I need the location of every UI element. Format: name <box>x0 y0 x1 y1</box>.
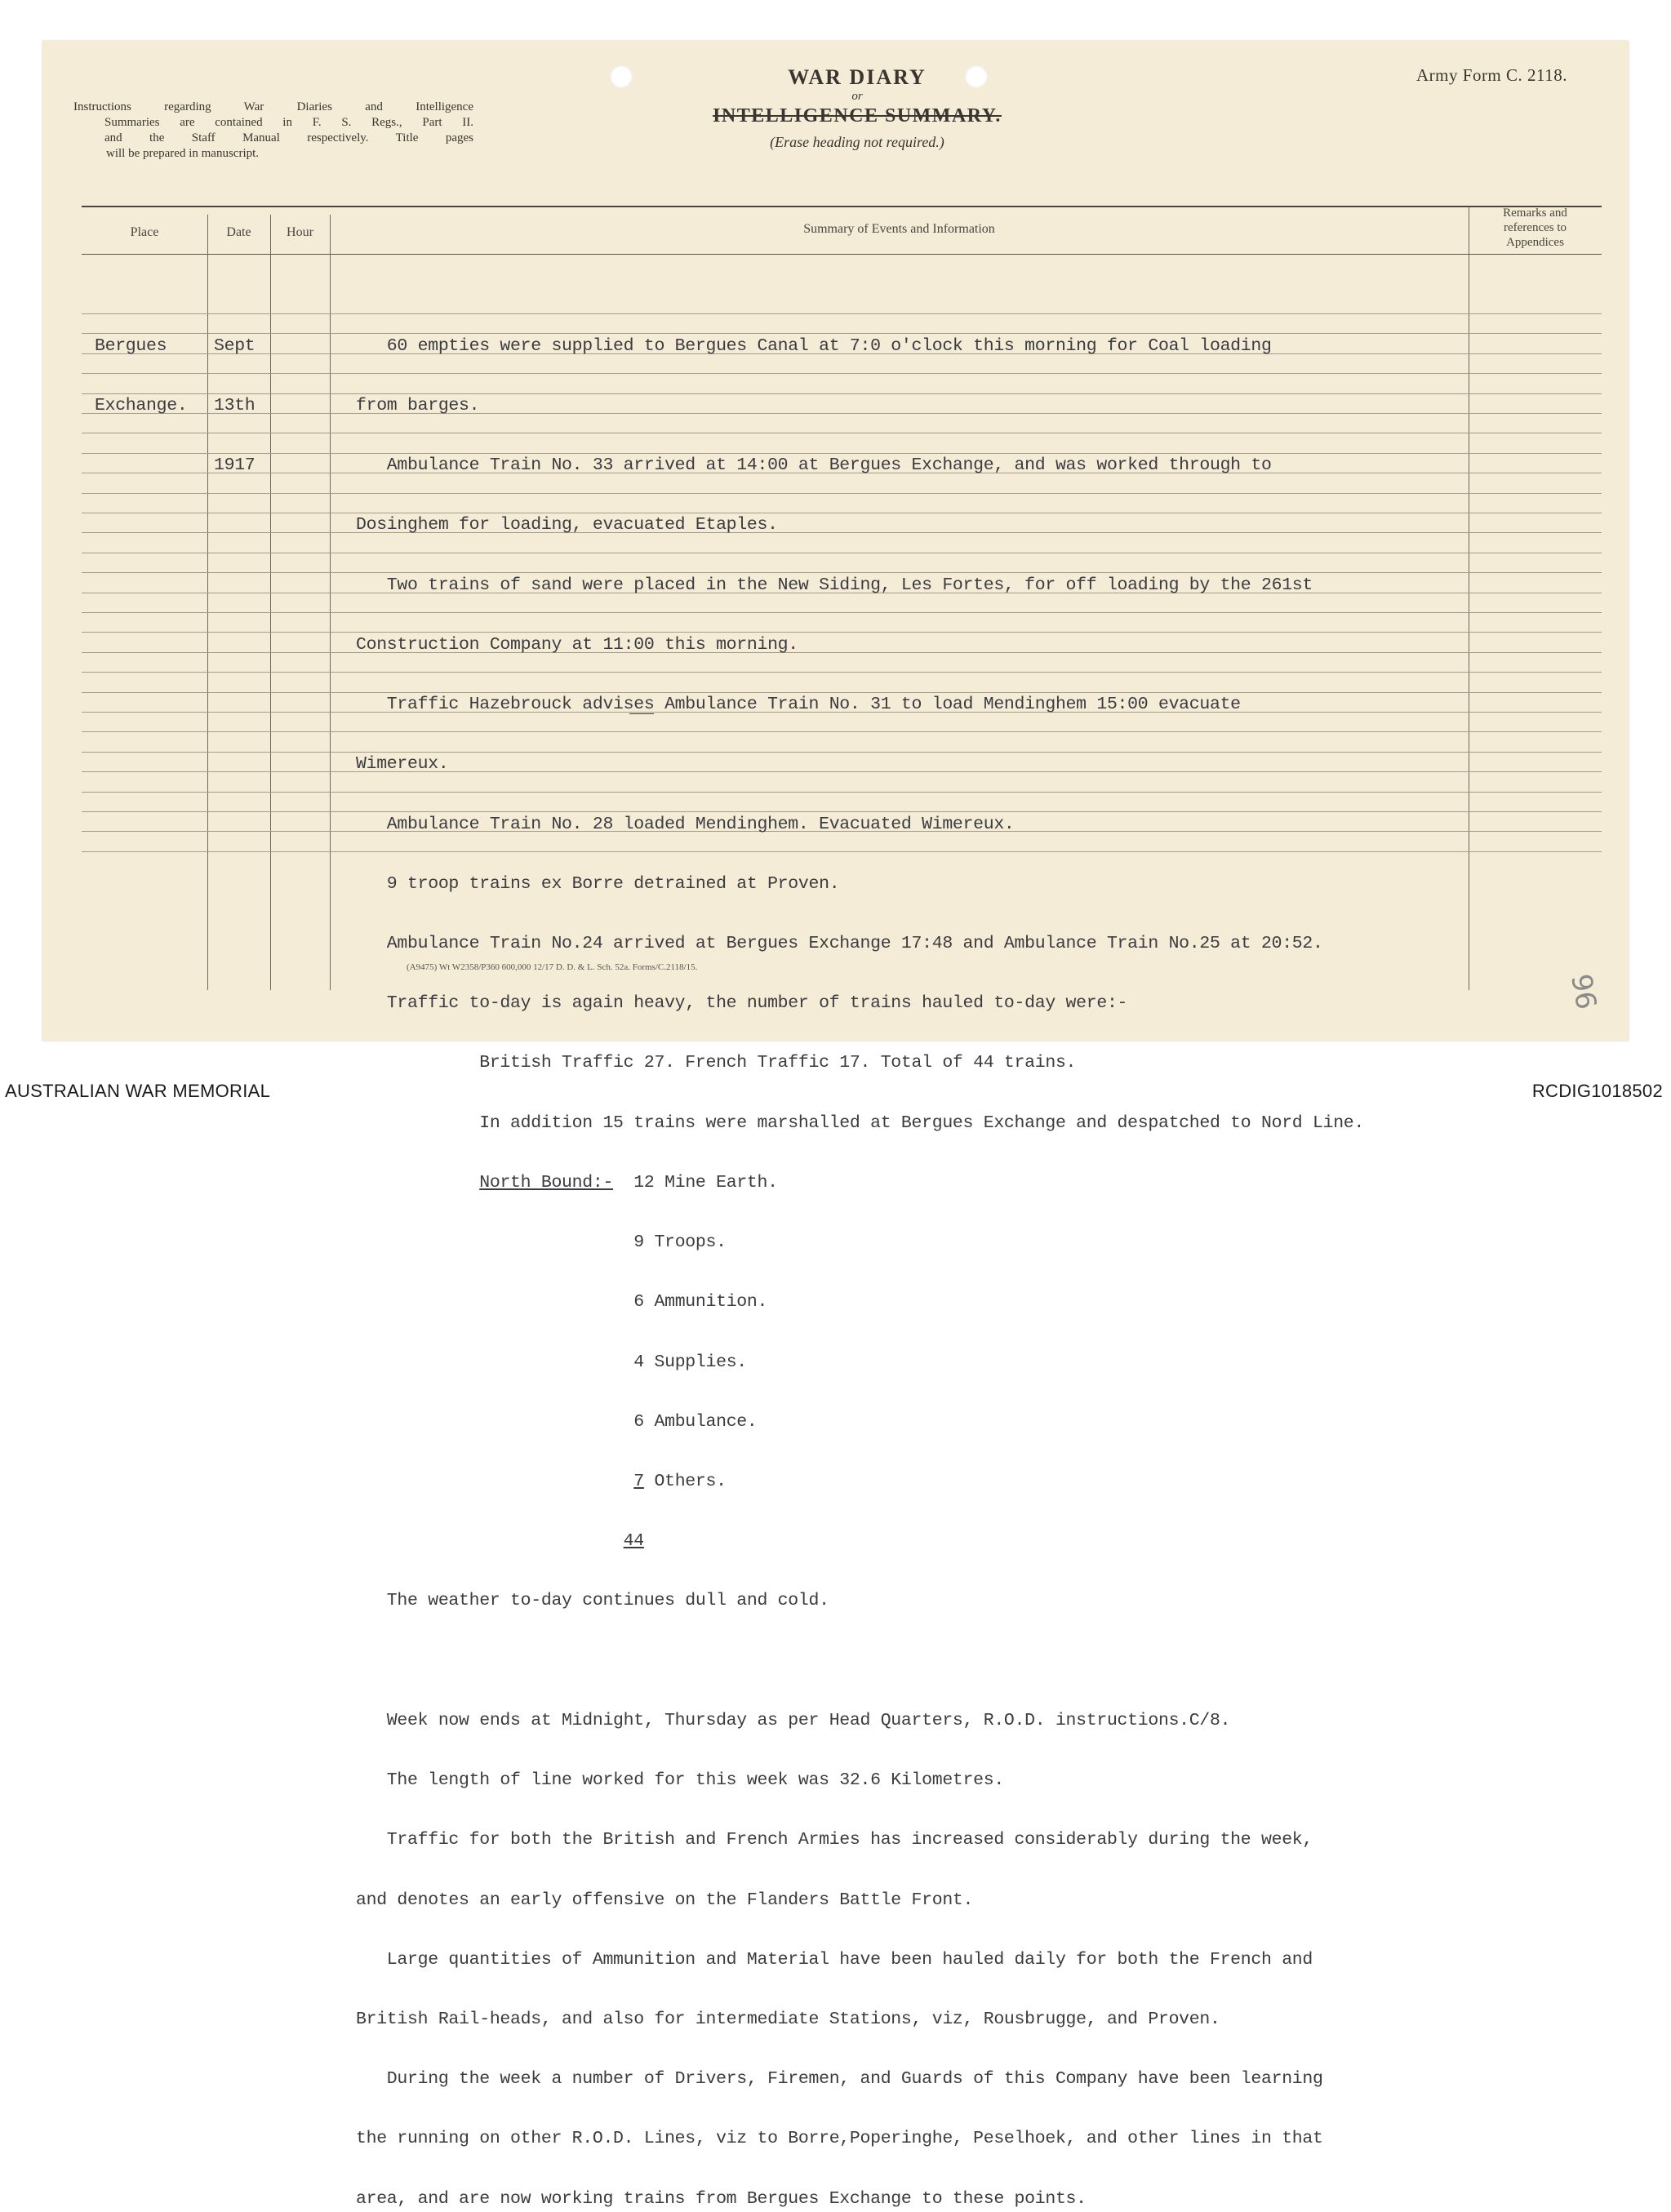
north-bound-type: Mine Earth. <box>664 1172 778 1193</box>
north-bound-row <box>356 1472 1364 1491</box>
summary-line: British Traffic 27. French Traffic 17. Total of 44 trains. <box>356 1053 1077 1073</box>
summary-line: Traffic to-day is again heavy, the number of trains hauled to-day were:- <box>356 993 1128 1014</box>
summary-line: the running on other R.O.D. Lines, viz to Borre,Poperinghe, Peselhoek, and other lines in that <box>356 2129 1323 2149</box>
north-bound-row <box>356 1412 1364 1432</box>
column-header-hour: Hour <box>287 225 313 239</box>
army-form-number: Army Form C. 2118. <box>1416 65 1567 85</box>
entry-date <box>214 296 255 495</box>
date-line: 13th <box>214 396 256 416</box>
summary-line: Week now ends at Midnight, Thursday as per Head Quarters, R.O.D. instructions.C/8. <box>356 1710 1231 1730</box>
erase-note: (Erase heading not required.) <box>770 134 944 150</box>
summary-line: 9 troop trains ex Borre detrained at Proven. <box>356 873 840 894</box>
remarks-header-line: references to <box>1503 221 1567 234</box>
date-line: Sept <box>214 335 256 356</box>
north-bound-row <box>356 1173 1364 1193</box>
north-bound-count: 12 <box>633 1172 655 1193</box>
instructions-line: Summaries are contained in F. S. Regs., Part II. <box>104 116 473 129</box>
summary-line: Dosinghem for loading, evacuated Etaples. <box>356 515 778 535</box>
north-bound-row <box>356 1353 1364 1372</box>
north-bound-count: 4 <box>633 1352 644 1372</box>
column-divider <box>270 215 271 990</box>
north-bound-row <box>356 1292 1364 1312</box>
summary-line: Ambulance Train No. 33 arrived at 14:00 at Bergues Exchange, and was worked through to <box>356 455 1272 476</box>
place-line: Bergues <box>95 335 167 356</box>
summary-line: Construction Company at 11:00 this morning. <box>356 634 798 655</box>
archive-id: RCDIG1018502 <box>1531 1081 1663 1101</box>
summary-line: British Rail-heads, and also for intermediate Stations, viz, Rousbrugge, and Proven. <box>356 2009 1220 2029</box>
archive-credit: AUSTRALIAN WAR MEMORIAL <box>5 1081 271 1101</box>
summary-text <box>356 296 1364 2212</box>
printer-imprint: (A9475) Wt W2358/P360 600,000 12/17 D. D. & L. Sch. 52a. Forms/C.2118/15. <box>407 962 698 972</box>
instructions-line: Instructions regarding War Diaries and Intelligence <box>73 100 473 113</box>
summary-line: area, and are now working trains from Bergues Exchange to these points. <box>356 2188 1087 2209</box>
column-divider <box>207 215 208 990</box>
north-bound-total-row <box>356 1531 1364 1551</box>
summary-line: from barges. <box>356 396 480 416</box>
north-bound-count: 6 <box>633 1411 644 1432</box>
form-title: WAR DIARY <box>788 65 927 89</box>
north-bound-label: North Bound:- <box>479 1172 614 1193</box>
north-bound-type: Ammunition. <box>654 1292 768 1313</box>
instructions-line: and the Staff Manual respectively. Title pages <box>104 131 473 144</box>
struck-heading: INTELLIGENCE SUMMARY. <box>713 105 1002 127</box>
summary-line: During the week a number of Drivers, Firemen, and Guards of this Company have been learning <box>356 2069 1323 2090</box>
summary-line: Ambulance Train No. 28 loaded Mendinghem. Evacuated Wimereux. <box>356 814 1015 834</box>
north-bound-row <box>356 1233 1364 1252</box>
north-bound-type: Others. <box>654 1471 727 1491</box>
column-header-summary: Summary of Events and Information <box>803 222 995 236</box>
instructions-line: will be prepared in manuscript. <box>106 147 260 160</box>
form-or: or <box>851 90 863 103</box>
summary-line: Traffic Hazebrouck advises Ambulance Train No. 31 to load Mendinghem 15:00 evacuate <box>356 695 1241 715</box>
remarks-header-line: Appendices <box>1506 236 1564 249</box>
form-heading <box>571 65 1143 151</box>
column-header-place: Place <box>130 225 159 239</box>
summary-line: Wimereux. <box>356 754 449 775</box>
north-bound-type: Supplies. <box>654 1352 747 1372</box>
total-double-rule <box>629 713 654 714</box>
column-header-date: Date <box>226 225 251 239</box>
summary-line: and denotes an early offensive on the Flanders Battle Front. <box>356 1890 974 1910</box>
instructions-note <box>73 100 473 162</box>
blank-line <box>356 1651 1364 1671</box>
north-bound-count: 7 <box>633 1471 644 1491</box>
summary-line: Large quantities of Ammunition and Material have been hauled daily for both the French and <box>356 1949 1313 1970</box>
summary-line: Two trains of sand were placed in the New Siding, Les Fortes, for off loading by the 261st <box>356 575 1313 595</box>
table-top-rule <box>82 206 1602 207</box>
summary-line: In addition 15 trains were marshalled at Bergues Exchange and despatched to Nord Line. <box>356 1113 1365 1133</box>
north-bound-type: Troops. <box>654 1233 727 1253</box>
summary-line: Traffic for both the British and French Armies has increased considerably during the week, <box>356 1830 1313 1850</box>
pencil-page-mark: 96 <box>1564 971 1603 1012</box>
entry-place <box>95 296 187 436</box>
table-header-rule <box>82 254 1602 255</box>
north-bound-count: 9 <box>633 1233 644 1253</box>
north-bound-count: 6 <box>633 1292 644 1313</box>
summary-line: Ambulance Train No.24 arrived at Bergues Exchange 17:48 and Ambulance Train No.25 at 20:52. <box>356 934 1323 953</box>
column-divider <box>330 215 331 990</box>
remarks-header-line: Remarks and <box>1503 207 1567 220</box>
summary-line: The weather to-day continues dull and cold. <box>356 1591 829 1611</box>
north-bound-total: 44 <box>623 1531 644 1552</box>
date-line: 1917 <box>214 455 256 476</box>
north-bound-type: Ambulance. <box>654 1411 758 1432</box>
column-header-remarks <box>1469 206 1602 250</box>
summary-line: 60 empties were supplied to Bergues Canal at 7:0 o'clock this morning for Coal loading <box>356 335 1272 356</box>
summary-line: The length of line worked for this week was 32.6 Kilometres. <box>356 1770 1004 1791</box>
place-line: Exchange. <box>95 396 188 416</box>
